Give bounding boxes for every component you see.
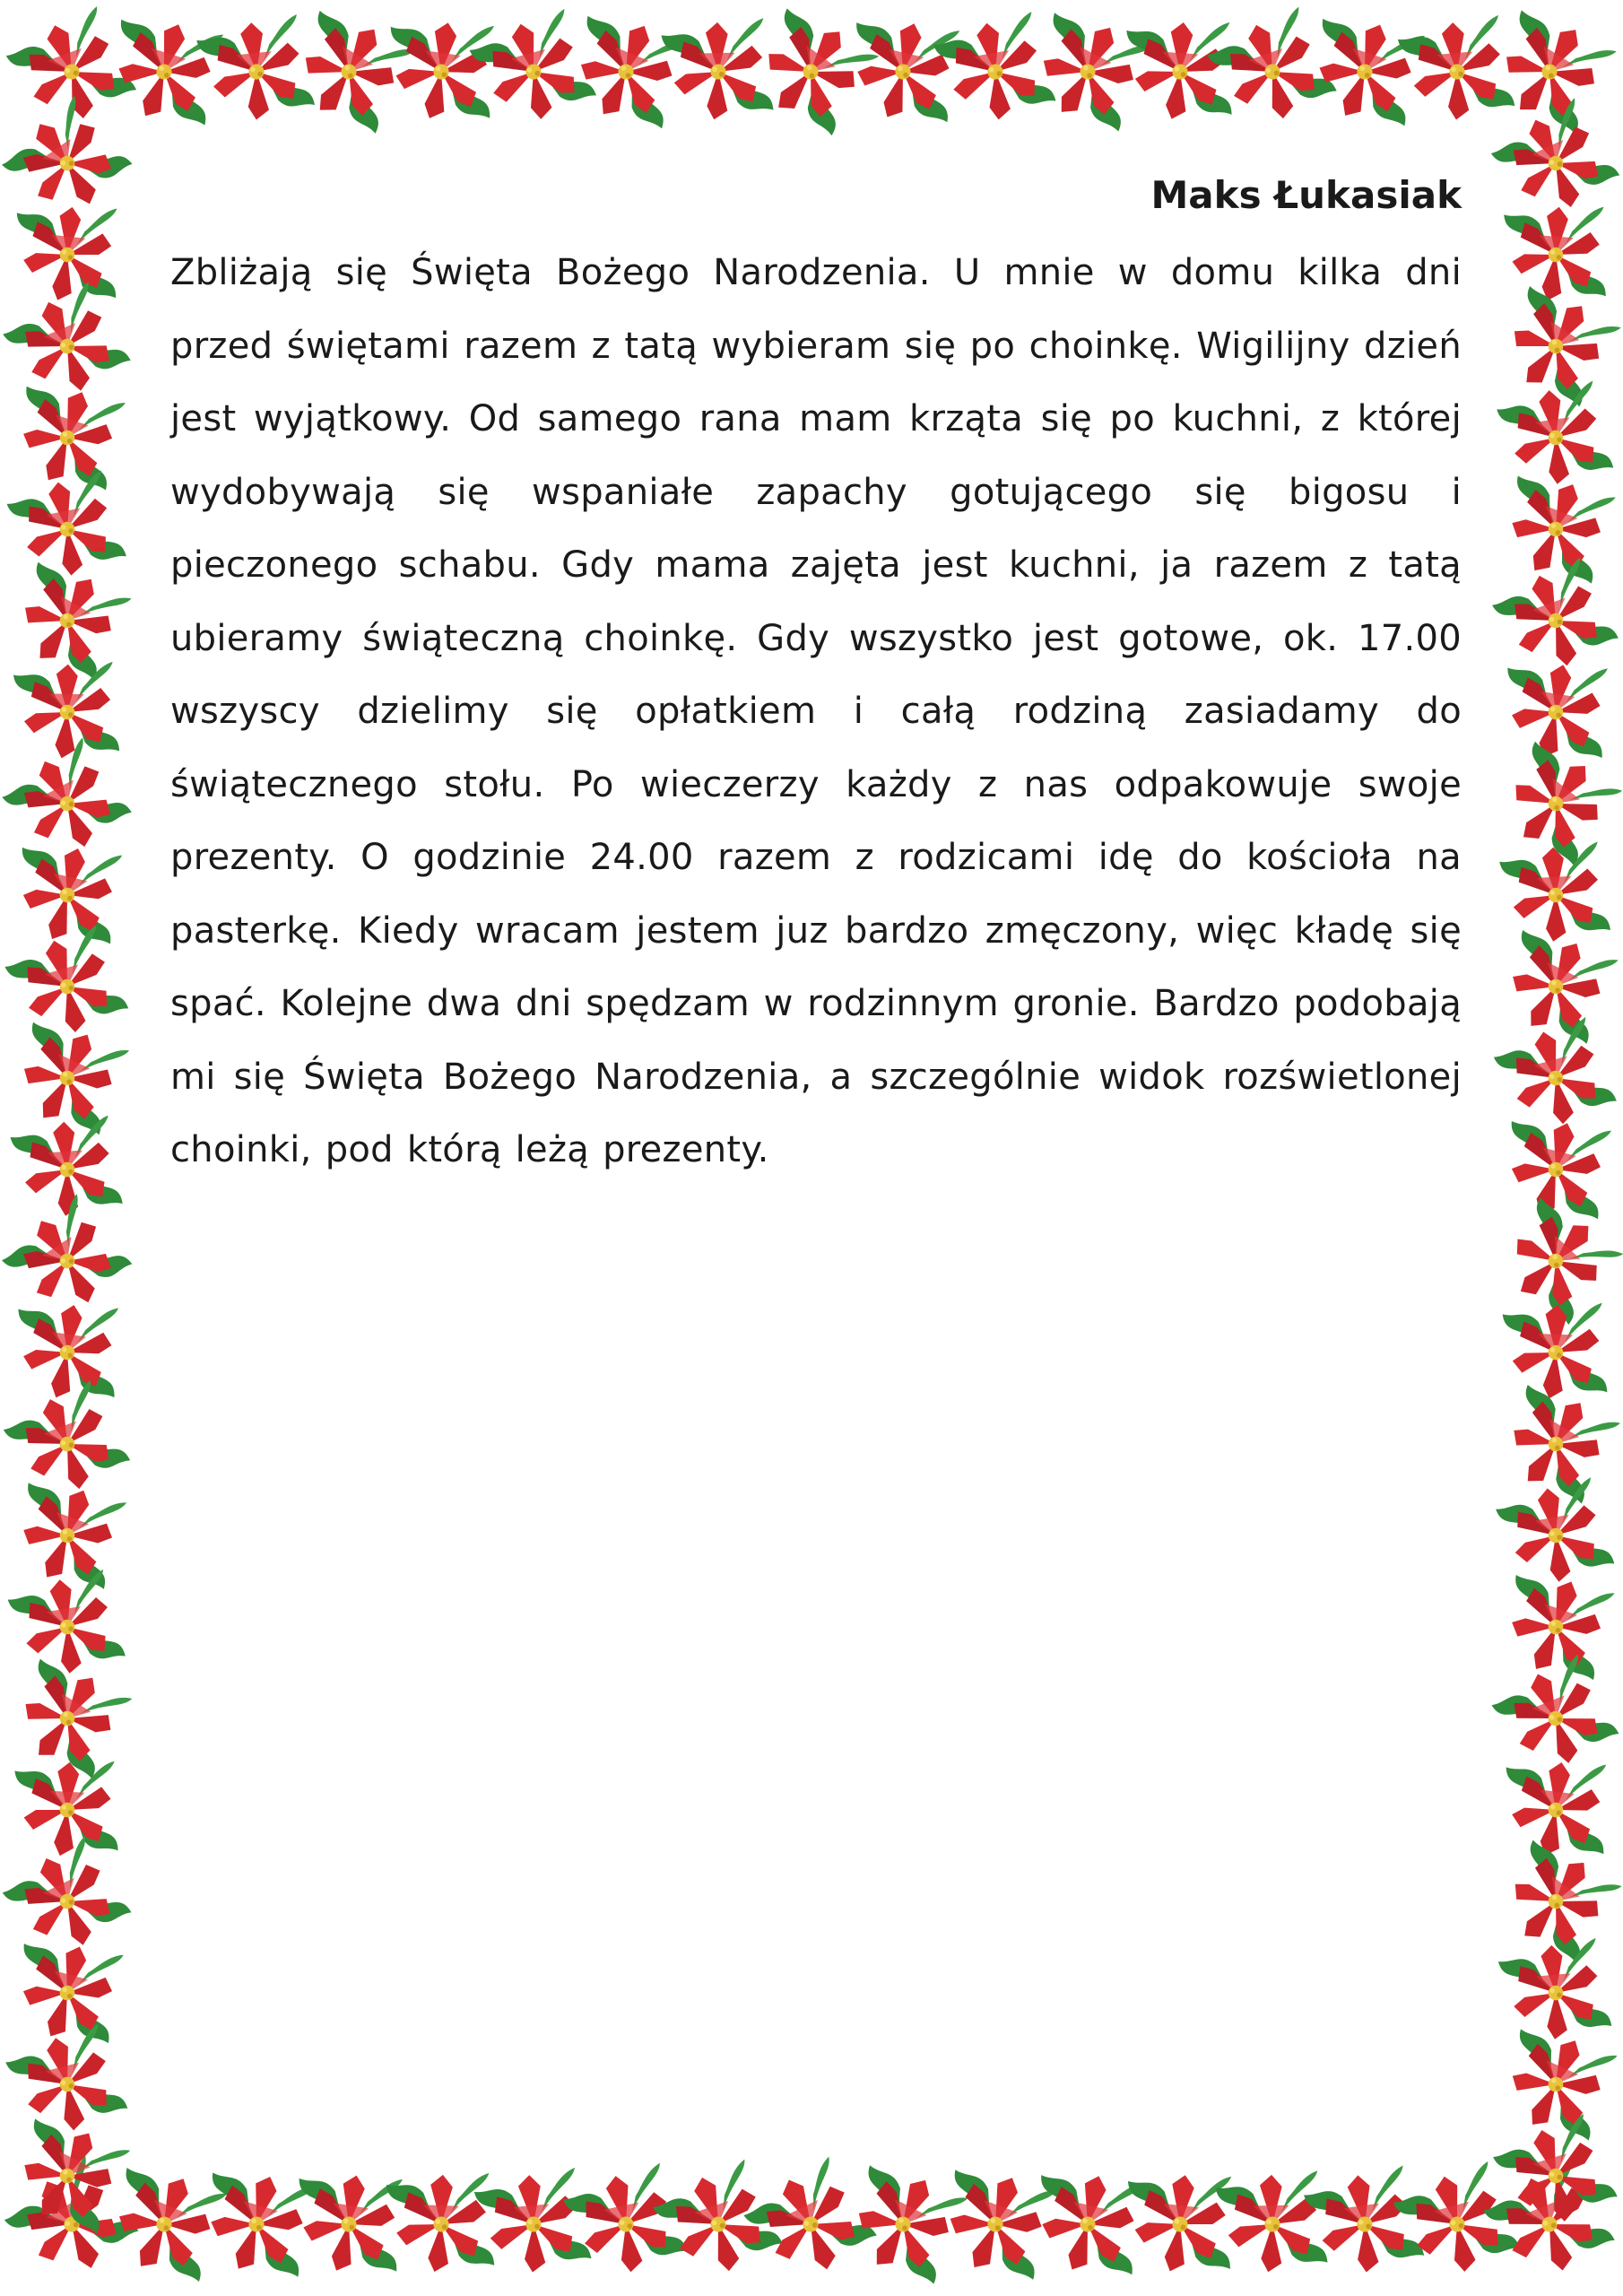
poinsettia-icon (96, 4, 231, 133)
poinsettia-icon (1490, 1015, 1619, 1137)
poinsettia-icon (926, 2155, 1064, 2288)
poinsettia-icon (4, 833, 130, 952)
poinsettia-icon (1022, 2161, 1153, 2283)
poinsettia-icon (1486, 1651, 1622, 1781)
poinsettia-icon (0, 1469, 135, 1597)
poinsettia-icon (1, 372, 133, 498)
poinsettia-icon (1, 923, 131, 1046)
poinsettia-icon (0, 1009, 136, 1143)
poinsettia-icon (189, 2158, 324, 2285)
poinsettia-icon (9, 1115, 123, 1220)
poinsettia-icon (1495, 379, 1615, 491)
poinsettia-icon (1496, 1752, 1614, 1862)
poinsettia-icon (11, 1756, 123, 1859)
poinsettia-icon (838, 8, 968, 131)
poinsettia-icon (276, 0, 423, 141)
poinsettia-icon (1495, 653, 1616, 766)
poinsettia-icon (1302, 2164, 1426, 2279)
poinsettia-icon (195, 13, 316, 125)
poinsettia-icon (1498, 841, 1610, 944)
poinsettia-icon (1500, 1300, 1610, 1401)
poinsettia-icon (1119, 2166, 1240, 2277)
poinsettia-icon (383, 2170, 497, 2274)
poinsettia-icon (1396, 14, 1515, 124)
poinsettia-icon (1489, 1561, 1622, 1688)
poinsettia-icon (1492, 1107, 1619, 1227)
poinsettia-icon (4, 469, 128, 585)
poinsettia-icon (1297, 4, 1433, 135)
body-paragraph: Zbliżają się Święta Bożego Narodzenia. U mnie w domu kilka dni przed świętami razem z tatą wybieram się po choinkę. Wigilijny dzień jest wyjątkowy. Od samego rana mam krząta się po kuchni, z której wydobywają się wspaniałe zapachy gotującego się bigosu i pieczonego schabu. Gdy mama zajęta jest kuchni, ja razem z tatą ubieramy świąteczną choinkę. Gdy wszystko jest gotowe, ok. 17.00 wszyscy dzielimy się opłatkiem i całą rodziną zasiadamy do świątecznego stołu. Po wieczerzy każdy z nas odpakowuje swoje prezenty. O godzinie 24.00 razem z rodzicami idę do kościoła na pasterkę. Kiedy wracam jestem juz bardzo zmęczony, więc kładę się spać. Kolejne dwa dni spędzam w rodzinnym gronie. Bardzo podobają mi się Święta Bożego Narodzenia, a szczególnie widok rozświetlonej choinki, pod którą leżą prezenty. (170, 252, 1462, 1170)
poinsettia-icon (1121, 15, 1238, 123)
poinsettia-icon (286, 2163, 412, 2280)
poinsettia-icon (1493, 1476, 1616, 1591)
poinsettia-icon (1389, 2159, 1522, 2284)
author-name: Maks Łukasiak (1150, 173, 1462, 217)
poinsettia-icon (8, 198, 125, 306)
poinsettia-icon (1016, 0, 1160, 139)
poinsettia-icon (1215, 2170, 1327, 2273)
document-content (170, 170, 1462, 1187)
poinsettia-icon (12, 660, 120, 760)
poinsettia-icon (0, 1832, 135, 1967)
poinsettia-icon (737, 2152, 881, 2292)
poinsettia-icon (1202, 4, 1340, 135)
poinsettia-icon (7, 1294, 127, 1405)
poinsettia-icon (5, 1568, 126, 1681)
poinsettia-icon (2, 2022, 129, 2142)
poinsettia-icon (379, 12, 503, 126)
poinsettia-icon (931, 10, 1057, 128)
poinsettia-icon (3, 1929, 132, 2051)
poinsettia-icon (560, 2161, 689, 2283)
poinsettia-icon (1477, 0, 1623, 141)
poinsettia-icon (556, 2, 697, 136)
poinsettia-icon (1498, 200, 1612, 305)
poinsettia-icon (1497, 1937, 1613, 2044)
poinsettia-icon (1487, 554, 1621, 683)
poinsettia-icon (0, 278, 134, 410)
poinsettia-icon (661, 18, 773, 120)
